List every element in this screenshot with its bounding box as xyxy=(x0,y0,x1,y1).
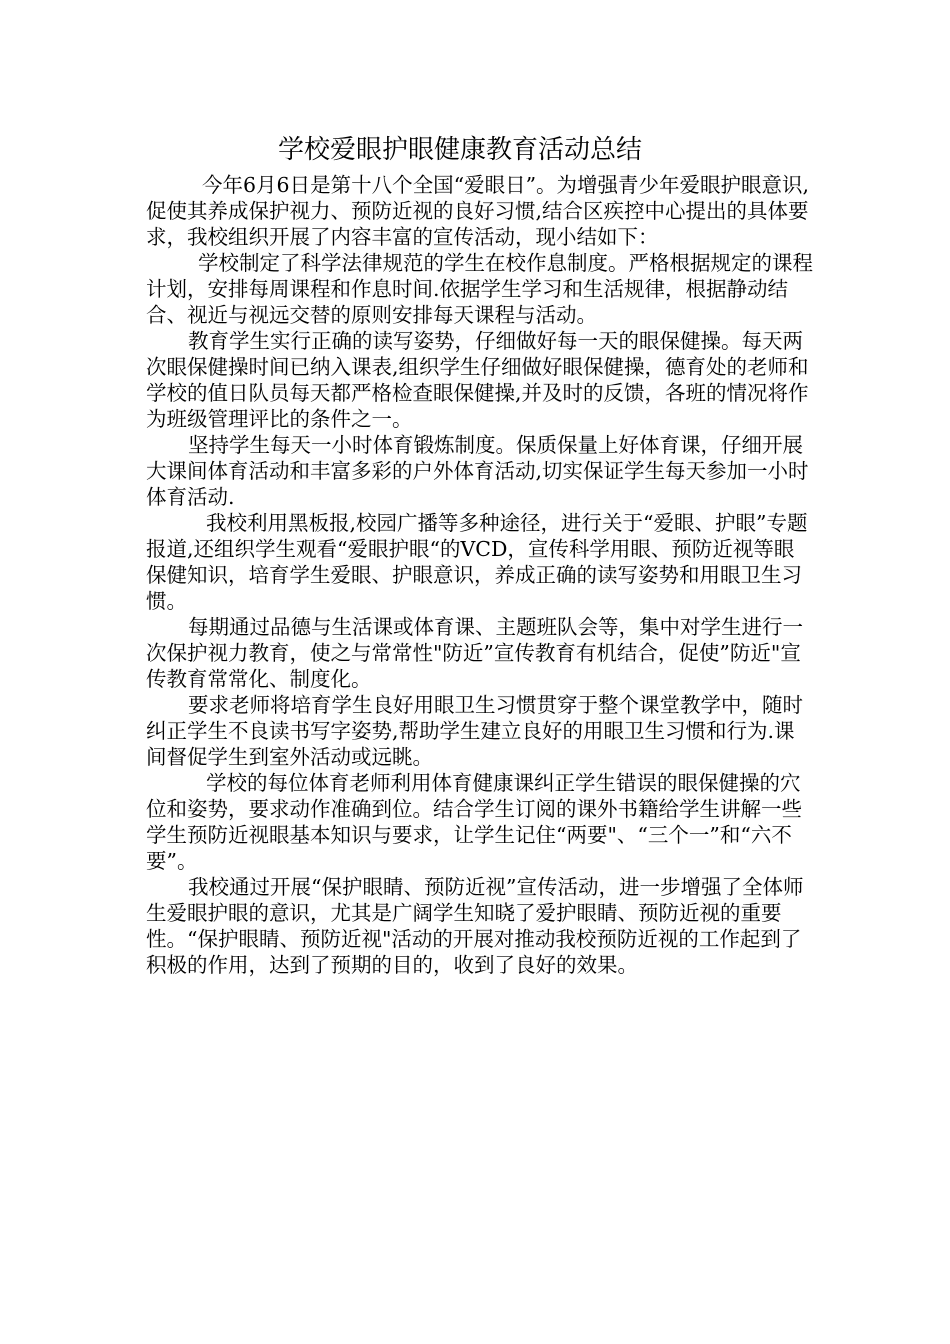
paragraph-physical-exercise: 坚持学生每天一小时体育锻炼制度。保质保量上好体育课，仔细开展大课间体育活动和丰富多彩的户外体育活动,切实保证学生每天参加一小时体育活动. xyxy=(146,433,809,509)
paragraph-eye-exercise: 教育学生实行正确的读写姿势，仔细做好每一天的眼保健操。每天两次眼保健操时间已纳入课表,组织学生仔细做好眼保健操，德育处的老师和学校的值日队员每天都严格检查眼保健操,并及时的反馈，各班的情况将作为班级管理评比的条件之一。 xyxy=(146,329,809,431)
paragraph-pe-teachers: 学校的每位体育老师利用体育健康课纠正学生错误的眼保健操的穴位和姿势，要求动作准确到位。结合学生订阅的课外书籍给学生讲解一些学生预防近视眼基本知识与要求，让学生记住“两要"、“三个一”和“六不要”。 xyxy=(146,771,802,873)
paragraph-classroom-habits: 要求老师将培育学生良好用眼卫生习惯贯穿于整个课堂教学中，随时纠正学生不良读书写字姿势,帮助学生建立良好的用眼卫生习惯和行为.课间督促学生到室外活动或远眺。 xyxy=(146,693,803,769)
paragraph-schedule: 学校制定了科学法律规范的学生在校作息制度。严格根据规定的课程计划，安排每周课程和作息时间.依据学生学习和生活规律，根据静动结合、视近与视远交替的原则安排每天课程与活动。 xyxy=(146,251,813,327)
paragraph-vision-education: 每期通过品德与生活课或体育课、主题班队会等，集中对学生进行一次保护视力教育，使之与常常性"防近”宣传教育有机结合，促使”防近"宣传教育常常化、制度化。 xyxy=(146,615,803,691)
document-title: 学校爱眼护眼健康教育活动总结 xyxy=(277,135,642,165)
paragraph-publicity: 我校利用黑板报,校园广播等多种途径，进行关于“爱眼、护眼”专题报道,还组织学生观看“爱眼护眼“的VCD，宣传科学用眼、预防近视等眼保健知识，培育学生爱眼、护眼意识，养成正确的读写姿势和用眼卫生习惯。 xyxy=(146,511,808,613)
document-body xyxy=(146,172,814,978)
paragraph-intro: 今年6月6日是第十八个全国“爱眼日”。为增强青少年爱眼护眼意识,促使其养成保护视力、预防近视的良好习惯,结合区疾控中心提出的具体要求，我校组织开展了内容丰富的宣传活动，现小结如下： xyxy=(146,173,810,249)
paragraph-conclusion: 我校通过开展“保护眼睛、预防近视”宣传活动，进一步增强了全体师生爱眼护眼的意识，尤其是广阔学生知晓了爱护眼睛、预防近视的重要性。“保护眼睛、预防近视"活动的开展对推动我校预防近视的工作起到了积极的作用，达到了预期的目的，收到了良好的效果。 xyxy=(146,875,804,977)
